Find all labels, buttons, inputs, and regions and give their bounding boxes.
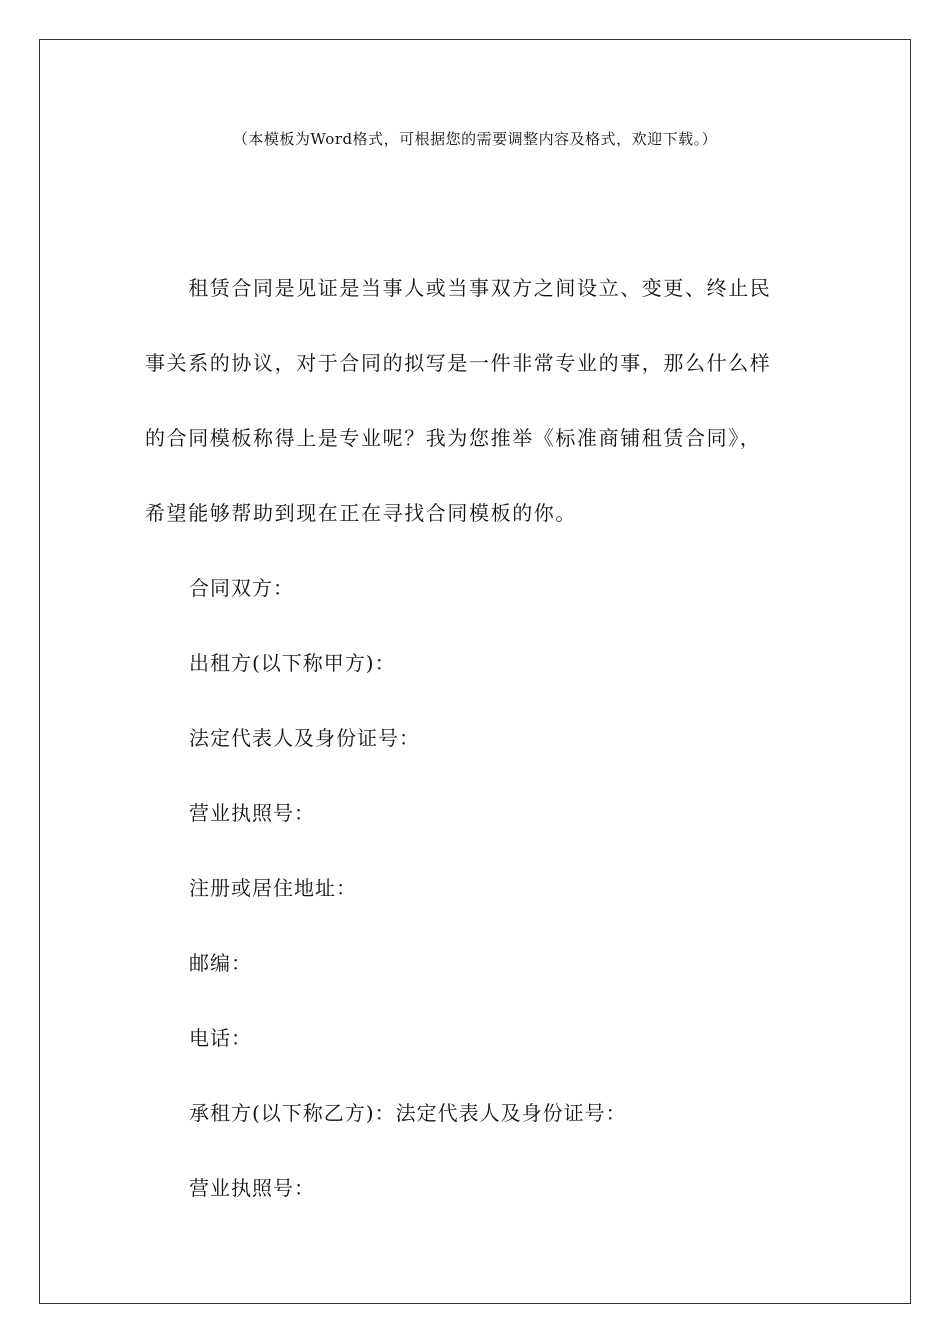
field-lessor-business-license: 营业执照号： — [189, 801, 315, 825]
intro-line-4: 希望能够帮助到现在正在寻找合同模板的你。 — [145, 501, 577, 525]
field-parties: 合同双方： — [189, 576, 294, 600]
field-lessor-phone: 电话： — [189, 1026, 252, 1050]
intro-line-2: 事关系的协议，对于合同的拟写是一件非常专业的事，那么什么样 — [145, 351, 772, 375]
template-notice: （本模板为Word格式，可根据您的需要调整内容及格式，欢迎下载。） — [232, 130, 718, 148]
field-lessor: 出租方(以下称甲方)： — [189, 651, 396, 675]
field-lessor-address: 注册或居住地址： — [189, 876, 357, 900]
intro-line-1: 租赁合同是见证是当事人或当事双方之间设立、变更、终止民 — [145, 276, 772, 300]
field-lessor-postcode: 邮编： — [189, 951, 252, 975]
intro-line-3: 的合同模板称得上是专业呢？我为您推举《标准商铺租赁合同》， — [145, 426, 762, 450]
field-lessor-representative-id: 法定代表人及身份证号： — [189, 726, 420, 750]
field-lessee-representative-id: 承租方(以下称乙方)：法定代表人及身份证号： — [189, 1101, 627, 1125]
field-lessee-business-license: 营业执照号： — [189, 1176, 315, 1200]
